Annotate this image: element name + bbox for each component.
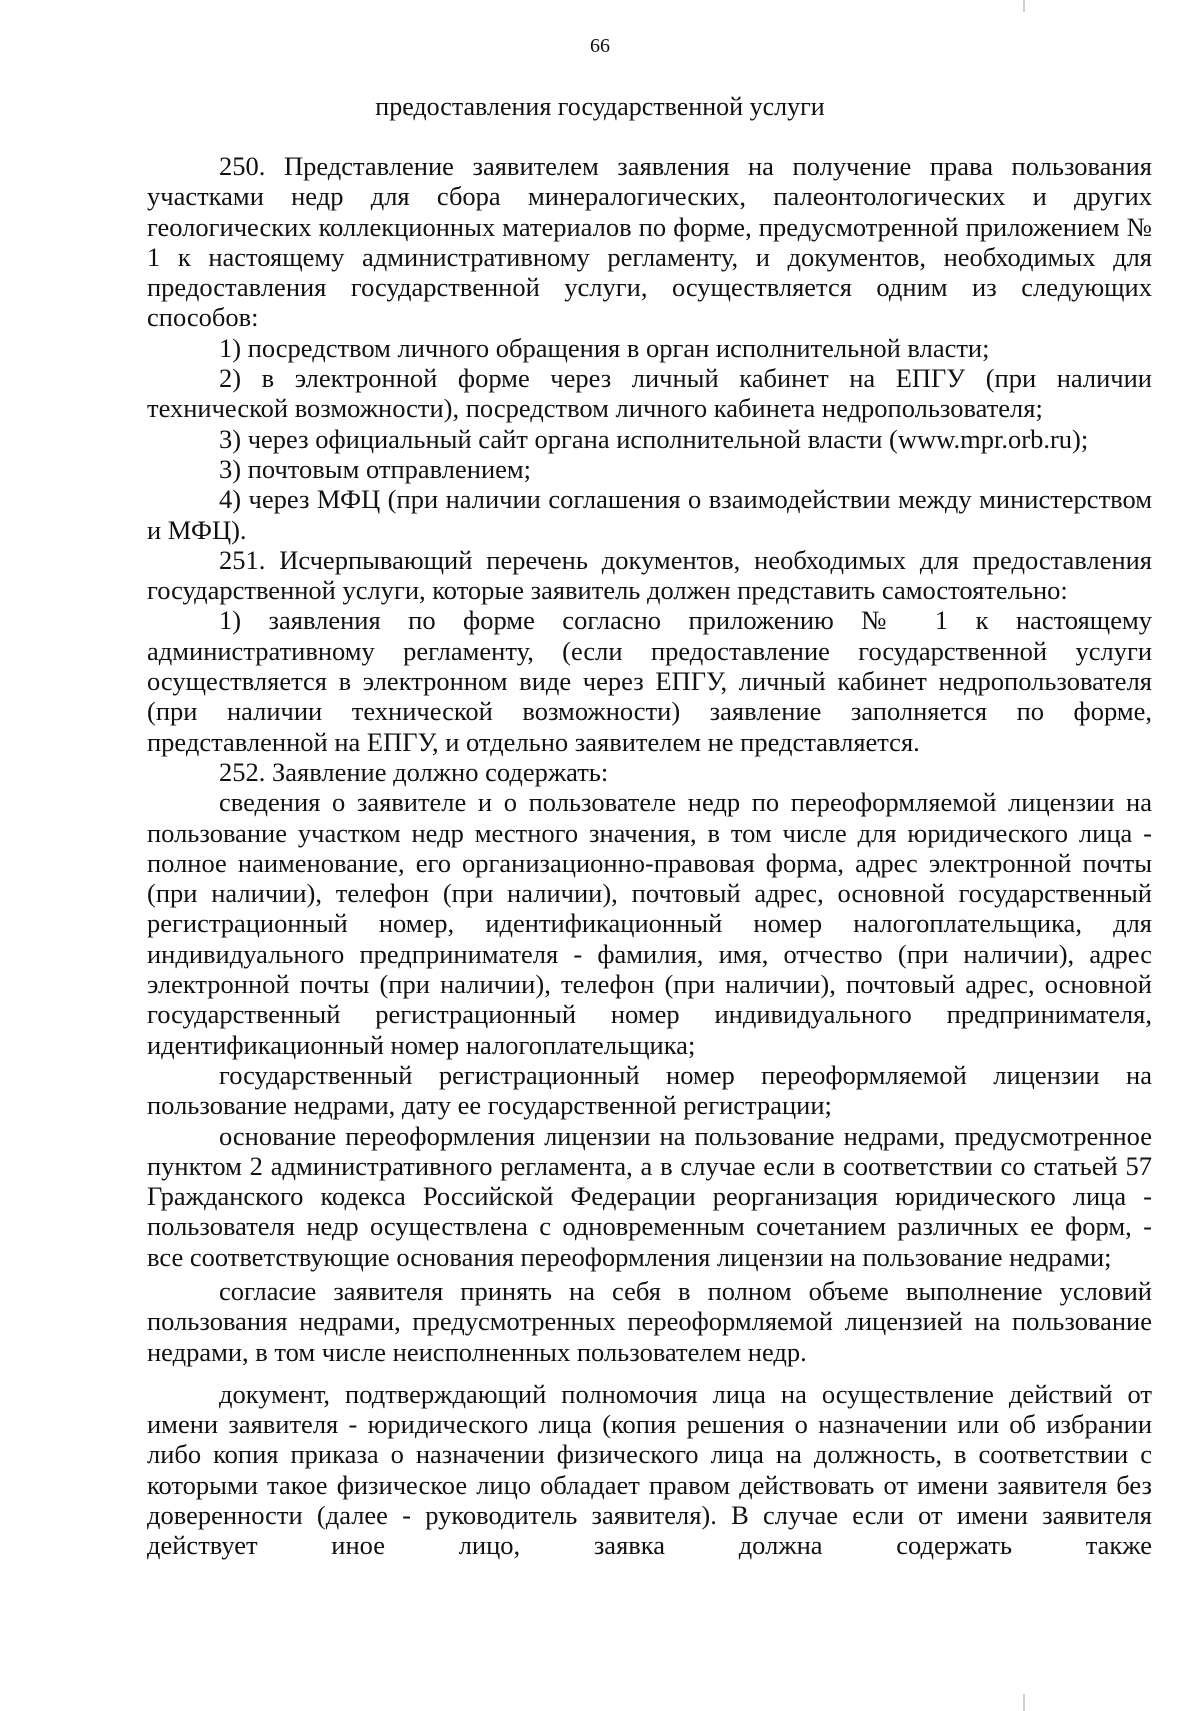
paragraph-license-number: государственный регистрационный номер переоформляемой лицензии на пользование недрами, дату ее государственной регистрации; xyxy=(147,1059,1152,1121)
paragraph-250: 250. Представление заявителем заявления на получение права пользования участками недр для сбора минералогических, палеонтологических и других геологических коллекционных материалов по форме, предусмотренной приложением № 1 к настоящему административному регламенту, и документов, необходимых для предоставления государственной услуги, осуществляется одним из следующих способов: xyxy=(147,151,1152,333)
list-item-personal-visit: 1) посредством личного обращения в орган исполнительной власти; xyxy=(219,332,990,363)
document-body xyxy=(147,151,1152,1561)
paragraph-applicant-info: сведения о заявителе и о пользователе недр по переоформляемой лицензии на пользование участком недр местного значения, в том числе для юридического лица - полное наименование, его организационно-правовая форма, адрес электронной почты (при наличии), телефон (при наличии), почтовый адрес, основной государственный регистрационный номер, идентификационный номер налогоплательщика, для индивидуального предпринимателя - фамилия, имя, отчество (при наличии), адрес электронной почты (при наличии), телефон (при наличии), почтовый адрес, основной государственный регистрационный номер индивидуального предпринимателя, идентификационный номер налогоплательщика; xyxy=(147,787,1152,1060)
paragraph-consent: согласие заявителя принять на себя в полном объеме выполнение условий пользования недрами, предусмотренных переоформляемой лицензией на пользование недрами, в том числе неисполненных пользователем недр. xyxy=(147,1275,1152,1367)
list-item-electronic-form: 2) в электронной форме через личный кабинет на ЕПГУ (при наличии технической возможности), посредством личного кабинета недропользователя; xyxy=(147,363,1152,424)
list-item-mfc: 4) через МФЦ (при наличии соглашения о взаимодействии между министерством и МФЦ). xyxy=(147,484,1152,545)
paragraph-252: 252. Заявление должно содержать: xyxy=(219,756,609,787)
list-item-official-site: 3) через официальный сайт органа исполнительной власти (www.mpr.orb.ru); xyxy=(219,423,1089,454)
section-heading: предоставления государственной услуги xyxy=(375,92,825,121)
scan-edge-mark-bottom xyxy=(1023,1694,1025,1711)
paragraph-251: 251. Исчерпывающий перечень документов, необходимых для предоставления государственной услуги, которые заявитель должен представить самостоятельно: xyxy=(147,544,1152,606)
list-item-postal: 3) почтовым отправлением; xyxy=(219,453,532,484)
page-number: 66 xyxy=(590,35,610,57)
list-item-application-form: 1) заявления по форме согласно приложению № 1 к настоящему административному регламенту, (если предоставление государственной услуги осуществляется в электронном виде через ЕПГУ, личный кабинет недропользователя (при наличии технической возможности) заявление заполняется по форме, представленной на ЕПГУ, и отдельно заявителем не представляется. xyxy=(147,605,1152,757)
paragraph-authority-document: документ, подтверждающий полномочия лица на осуществление действий от имени заявителя - юридического лица (копия решения о назначении или об избрании либо копия приказа о назначении физического лица на должность, в соответствии с которыми такое физическое лицо обладает правом действовать от имени заявителя без доверенности (далее - руководитель заявителя). В случае если от имени заявителя действует иное лицо, заявка должна содержать также xyxy=(147,1378,1152,1561)
scan-edge-mark-top xyxy=(1023,0,1025,12)
paragraph-reissue-basis: основание переоформления лицензии на пользование недрами, предусмотренное пунктом 2 административного регламента, а в случае если в соответствии со статьей 57 Гражданского кодекса Российской Федерации реорганизация юридического лица - пользователя недр осуществлена с одновременным сочетанием различных ее форм, - все соответствующие основания переоформления лицензии на пользование недрами; xyxy=(147,1120,1152,1272)
